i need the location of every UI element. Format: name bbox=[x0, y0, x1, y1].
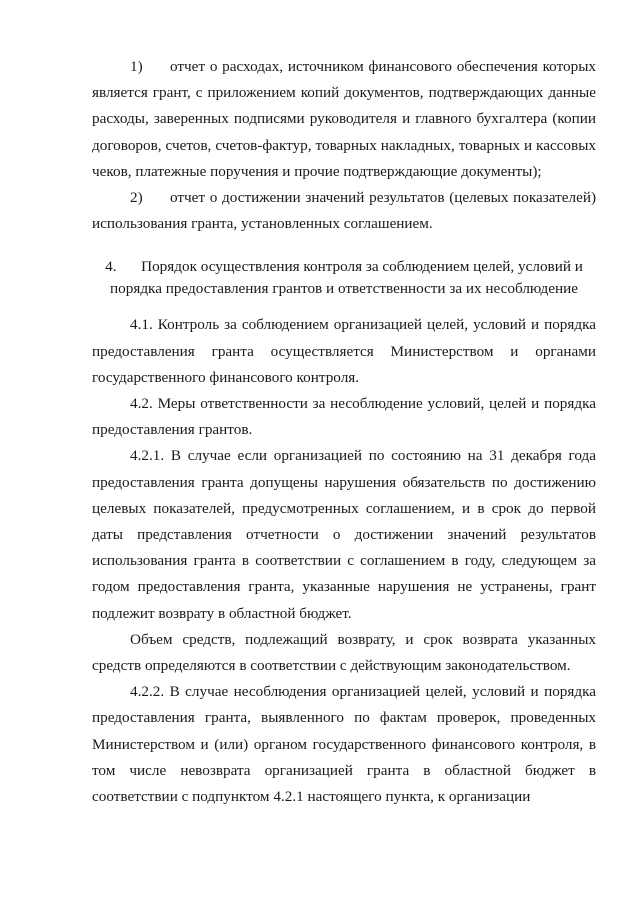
list-item-number: 1) bbox=[130, 58, 143, 75]
section-heading bbox=[92, 256, 596, 300]
list-item-text: отчет о расходах, источником финансового обеспечения которых является грант, с приложением копий документов, подтверждающих данные расходы, заверенных подписями руководителя и главного бухгалтера (копии договоров, счетов, счетов-фактур, товарных накладных, товарных и кассовых чеков, платежные поручения и прочие подтверждающие документы); bbox=[92, 58, 596, 180]
list-item-text: отчет о достижении значений результатов (целевых показателей) использования гранта, установленных соглашением. bbox=[92, 189, 596, 233]
paragraph-4-1: 4.1. Контроль за соблюдением организацией целей, условий и порядка предоставления гранта осуществляется Министерством и органами государственного финансового контроля. bbox=[92, 316, 596, 386]
paragraph-4-2: 4.2. Меры ответственности за несоблюдение условий, целей и порядка предоставления грантов. bbox=[92, 395, 596, 439]
section-number: 4. bbox=[105, 258, 117, 276]
list-item-number: 2) bbox=[130, 189, 143, 207]
paragraph-refund-volume: Объем средств, подлежащий возврату, и срок возврата указанных средств определяются в соответствии с действующим законодательством. bbox=[92, 630, 596, 675]
section-title: Порядок осуществления контроля за соблюдением целей, условий и порядка предоставления грантов и ответственности за их несоблюдение bbox=[110, 258, 583, 298]
paragraph-4-2-1: 4.2.1. В случае если организацией по состоянию на 31 декабря года предоставления гранта допущены нарушения обязательств по достижению целевых показателей, предусмотренных соглашением, и в срок до первой даты представления отчетности о достижении значений результатов использования гранта в соответствии с соглашением в году, следующем за годом предоставления гранта, указанные нарушения не устранены, грант подлежит возврату в областной бюджет. bbox=[92, 447, 596, 622]
paragraph-4-2-2: 4.2.2. В случае несоблюдения организацией целей, условий и порядка предоставления гранта, выявленного по фактам проверок, проведенных Министерством и (или) органом государственного финансового контроля, в том числе невозврата организацией гранта в областной бюджет в соответствии с подпунктом 4.2.1 настоящего пункта, к организации bbox=[92, 683, 596, 806]
list-item-2 bbox=[92, 185, 596, 237]
list-item-1 bbox=[92, 54, 596, 185]
document-page bbox=[92, 54, 596, 810]
